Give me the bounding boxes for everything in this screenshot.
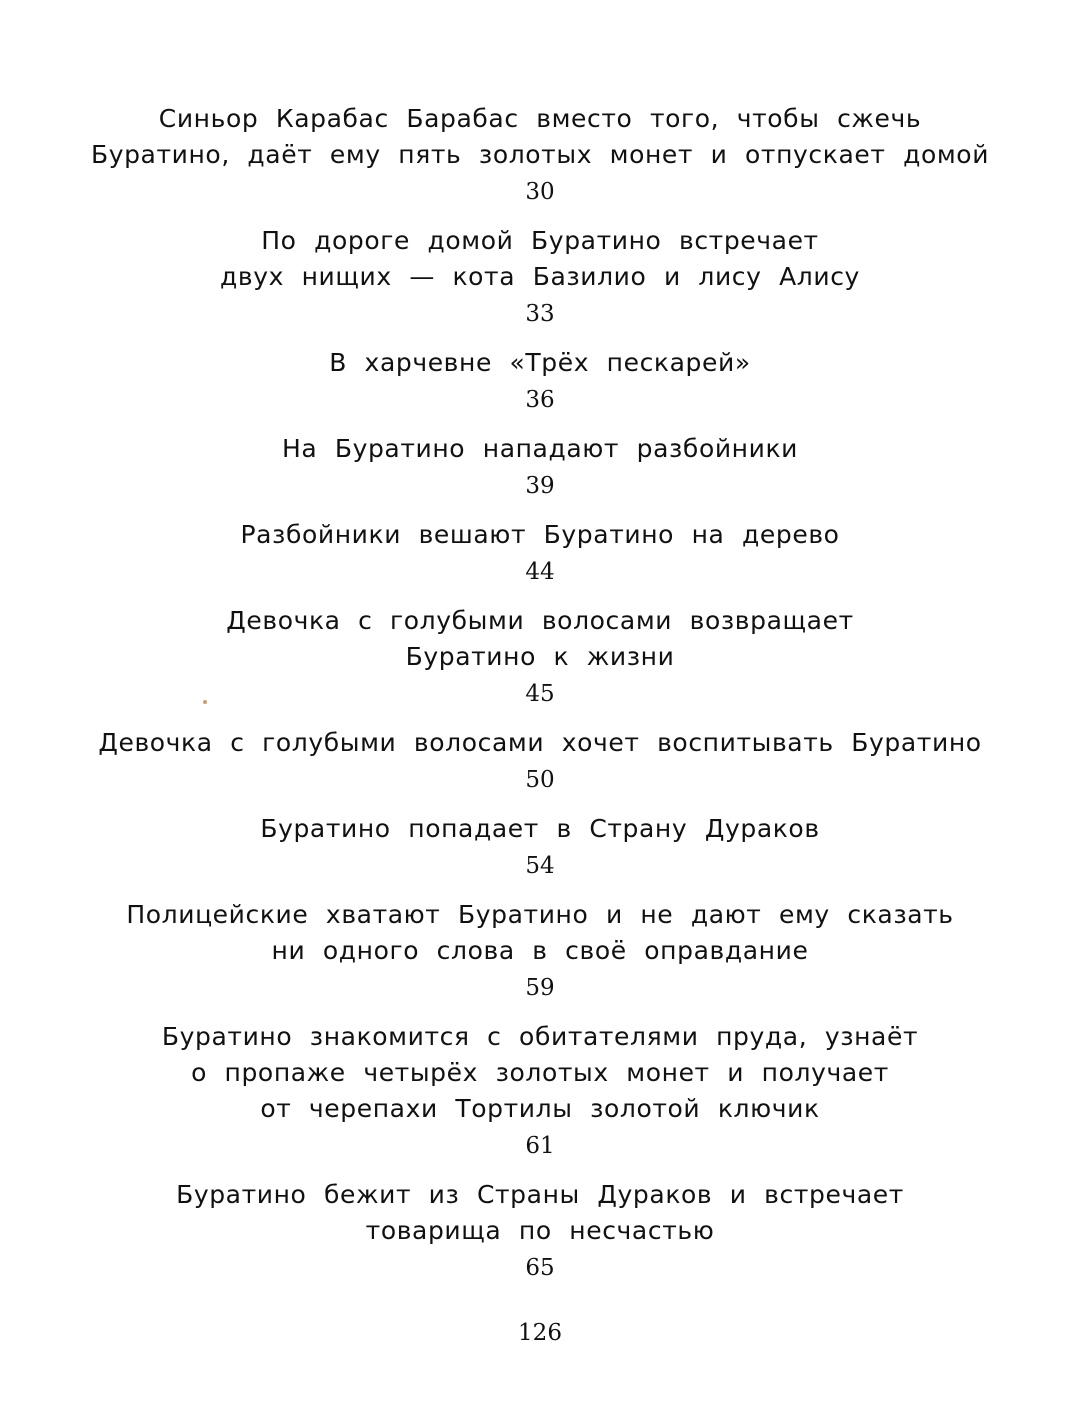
toc-entry-page-number: 59 — [525, 975, 555, 1001]
paper-speck — [203, 700, 207, 704]
toc-entry-title-line: Полицейские хватают Буратино и не дают ему сказать — [126, 900, 954, 929]
toc-entry-title-line: Девочка с голубыми волосами хочет воспитывать Буратино — [98, 728, 982, 757]
toc-entry-title-line: Синьор Карабас Барабас вместо того, чтобы сжечь — [158, 104, 922, 133]
toc-entry-title-line: о пропаже четырёх золотых монет и получает — [191, 1058, 889, 1087]
toc-entry-title-line: товарища по несчастью — [365, 1216, 715, 1245]
toc-entry-title-line: Буратино к жизни — [405, 642, 675, 671]
toc-entry — [90, 517, 990, 589]
toc-entry-title-line: Буратино знакомится с обитателями пруда, узнаёт — [161, 1022, 919, 1051]
toc-entry-page-number: 30 — [525, 179, 555, 205]
toc-entry-title-line: Буратино бежит из Страны Дураков и встречает — [176, 1180, 904, 1209]
table-of-contents — [0, 101, 1080, 1285]
toc-entry-title-line: двух нищих — кота Базилио и лису Алису — [220, 262, 860, 291]
toc-entry — [90, 431, 990, 503]
toc-entry — [90, 1019, 990, 1163]
toc-entry-page-number: 65 — [525, 1255, 555, 1281]
toc-entry — [90, 811, 990, 883]
toc-entry-page-number: 61 — [525, 1133, 555, 1159]
toc-entry — [90, 1177, 990, 1285]
toc-entry-title-line: По дороге домой Буратино встречает — [261, 226, 819, 255]
toc-entry-title-line: На Буратино нападают разбойники — [281, 434, 799, 463]
toc-entry-page-number: 44 — [525, 559, 555, 585]
toc-entry-title-line: Буратино, даёт ему пять золотых монет и отпускает домой — [90, 140, 990, 169]
toc-entry-page-number: 50 — [525, 767, 555, 793]
toc-entry — [90, 897, 990, 1005]
toc-entry — [90, 223, 990, 331]
page-number-footer: 126 — [518, 1320, 562, 1346]
toc-entry-title-line: Разбойники вешают Буратино на дерево — [240, 520, 840, 549]
toc-entry-page-number: 36 — [525, 387, 555, 413]
toc-entry-title-line: Буратино попадает в Страну Дураков — [260, 814, 820, 843]
toc-entry-page-number: 33 — [525, 301, 555, 327]
toc-entry-title-line: ни одного слова в своё оправдание — [271, 936, 809, 965]
toc-entry-title-line: Девочка с голубыми волосами возвращает — [226, 606, 854, 635]
toc-entry-page-number: 39 — [525, 473, 555, 499]
toc-entry — [90, 603, 990, 711]
toc-entry — [90, 101, 990, 209]
toc-entry-title-line: от черепахи Тортилы золотой ключик — [260, 1094, 820, 1123]
toc-entry-title-line: В харчевне «Трёх пескарей» — [329, 348, 751, 377]
toc-entry-page-number: 54 — [525, 853, 555, 879]
toc-entry-page-number: 45 — [525, 681, 555, 707]
toc-entry — [90, 345, 990, 417]
toc-entry — [90, 725, 990, 797]
